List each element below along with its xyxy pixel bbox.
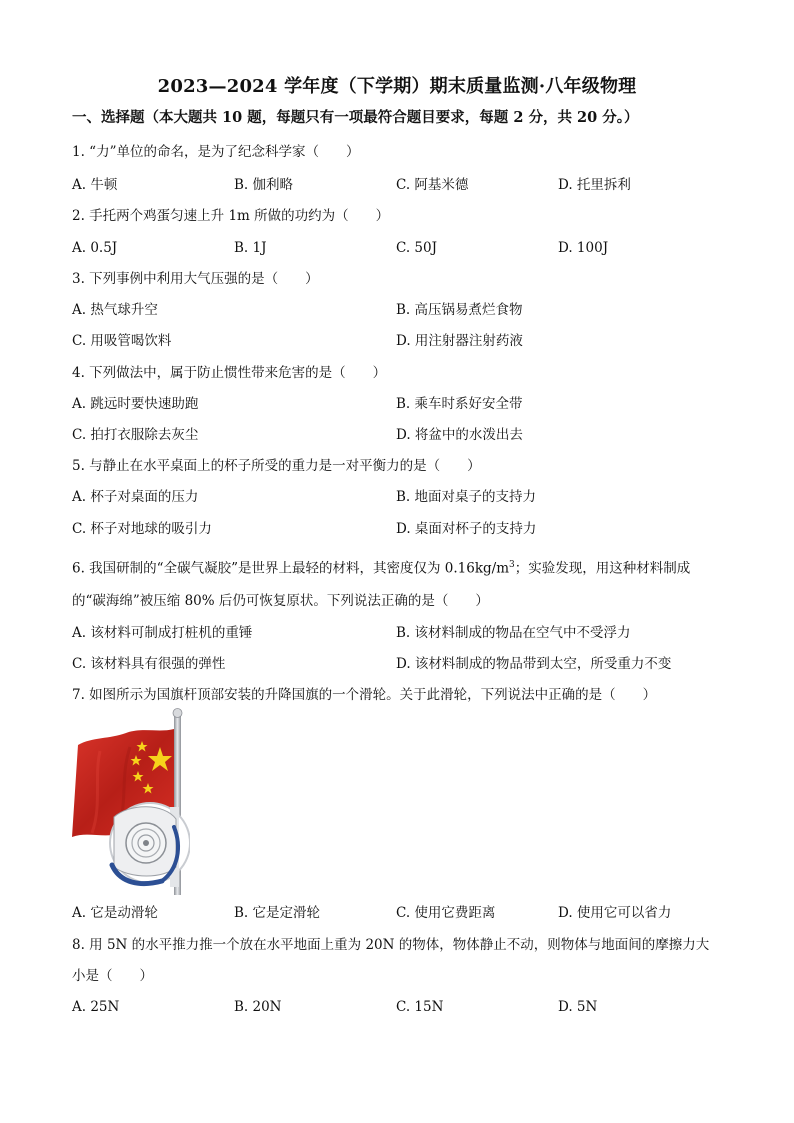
q7-option-d[interactable]: D. 使用它可以省力 <box>558 905 672 921</box>
q4-option-c[interactable]: C. 拍打衣服除去灰尘 <box>72 427 199 443</box>
q3-options-row2 <box>72 332 732 350</box>
q7-option-b[interactable]: B. 它是定滑轮 <box>234 905 321 921</box>
q6-stem-line2: 的“碳海绵”被压缩 80% 后仍可恢复原状。下列说法正确的是（ ） <box>72 593 489 609</box>
q8-option-d[interactable]: D. 5N <box>558 999 598 1015</box>
q4-option-a[interactable]: A. 跳远时要快速助跑 <box>72 396 199 412</box>
q2-option-b[interactable]: B. 1J <box>234 240 267 256</box>
exam-title: 2023—2024 学年度（下学期）期末质量监测·八年级物理 <box>157 76 637 97</box>
q4-option-b[interactable]: B. 乘车时系好安全带 <box>396 396 523 412</box>
q8-option-c[interactable]: C. 15N <box>396 999 444 1015</box>
q6-option-d[interactable]: D. 该材料制成的物品带到太空，所受重力不变 <box>396 656 672 672</box>
q1-option-c[interactable]: C. 阿基米德 <box>396 177 469 193</box>
q7-option-c[interactable]: C. 使用它费距离 <box>396 905 496 921</box>
q6-option-c[interactable]: C. 该材料具有很强的弹性 <box>72 656 226 672</box>
q2-option-d[interactable]: D. 100J <box>558 240 609 256</box>
q2-option-a[interactable]: A. 0.5J <box>72 240 118 256</box>
q3-options-row1 <box>72 301 732 319</box>
q3-stem: 3. 下列事例中利用大气压强的是（ ） <box>72 271 319 287</box>
q3-option-a[interactable]: A. 热气球升空 <box>72 302 158 318</box>
q5-options-row1 <box>72 488 732 506</box>
q2-option-c[interactable]: C. 50J <box>396 240 438 256</box>
q6-stem-part-a: 6. 我国研制的“全碳气凝胶”是世界上最轻的材料，其密度仅为 0.16kg/m <box>72 560 509 577</box>
q5-option-b[interactable]: B. 地面对桌子的支持力 <box>396 489 537 505</box>
q1-stem: 1. “力”单位的命名，是为了纪念科学家（ ） <box>72 144 360 160</box>
q8-option-a[interactable]: A. 25N <box>72 999 120 1015</box>
q1-options <box>72 176 732 194</box>
pulley-magnified <box>110 803 190 887</box>
q1-option-a[interactable]: A. 牛顿 <box>72 177 118 193</box>
q1-option-b[interactable]: B. 伽利略 <box>234 177 294 193</box>
q6-options-row2 <box>72 655 732 673</box>
q2-options <box>72 239 732 257</box>
q5-option-a[interactable]: A. 杯子对桌面的压力 <box>72 489 199 505</box>
q8-stem-line1: 8. 用 5N 的水平推力推一个放在水平地面上重为 20N 的物体，物体静止不动，则物体与地面间的摩擦力大 <box>72 937 710 953</box>
q4-stem: 4. 下列做法中，属于防止惯性带来危害的是（ ） <box>72 365 387 381</box>
q5-option-d[interactable]: D. 桌面对杯子的支持力 <box>396 521 537 537</box>
q6-option-a[interactable]: A. 该材料可制成打桩机的重锤 <box>72 625 253 641</box>
q3-option-c[interactable]: C. 用吸管喝饮料 <box>72 333 172 349</box>
q5-options-row2 <box>72 520 732 538</box>
section-heading: 一、选择题（本大题共 10 题，每题只有一项最符合题目要求，每题 2 分，共 20 分。） <box>72 109 639 126</box>
q1-option-d[interactable]: D. 托里拆利 <box>558 177 631 193</box>
q6-stem-line1 <box>72 556 690 578</box>
q4-options-row2 <box>72 426 732 444</box>
q6-stem-superscript: 3 <box>509 560 515 570</box>
q2-stem: 2. 手托两个鸡蛋匀速上升 1m 所做的功约为（ ） <box>72 208 390 224</box>
q5-stem: 5. 与静止在水平桌面上的杯子所受的重力是一对平衡力的是（ ） <box>72 458 481 474</box>
q7-option-a[interactable]: A. 它是动滑轮 <box>72 905 158 921</box>
q4-option-d[interactable]: D. 将盆中的水泼出去 <box>396 427 523 443</box>
flag-pulley-illustration <box>70 707 190 897</box>
q6-option-b[interactable]: B. 该材料制成的物品在空气中不受浮力 <box>396 625 631 641</box>
flag-pulley-figure <box>70 707 190 897</box>
q3-option-b[interactable]: B. 高压锅易煮烂食物 <box>396 302 523 318</box>
q6-options-row1 <box>72 624 732 642</box>
q3-option-d[interactable]: D. 用注射器注射药液 <box>396 333 523 349</box>
q7-stem: 7. 如图所示为国旗杆顶部安装的升降国旗的一个滑轮。关于此滑轮，下列说法中正确的是（ ） <box>72 687 657 703</box>
q4-options-row1 <box>72 395 732 413</box>
q8-options <box>72 998 732 1016</box>
q5-option-c[interactable]: C. 杯子对地球的吸引力 <box>72 521 212 537</box>
q8-stem-line2: 小是（ ） <box>72 968 153 984</box>
q7-options <box>72 904 732 922</box>
q8-option-b[interactable]: B. 20N <box>234 999 282 1015</box>
q6-stem-part-b: ；实验发现，用这种材料制成 <box>514 560 691 577</box>
